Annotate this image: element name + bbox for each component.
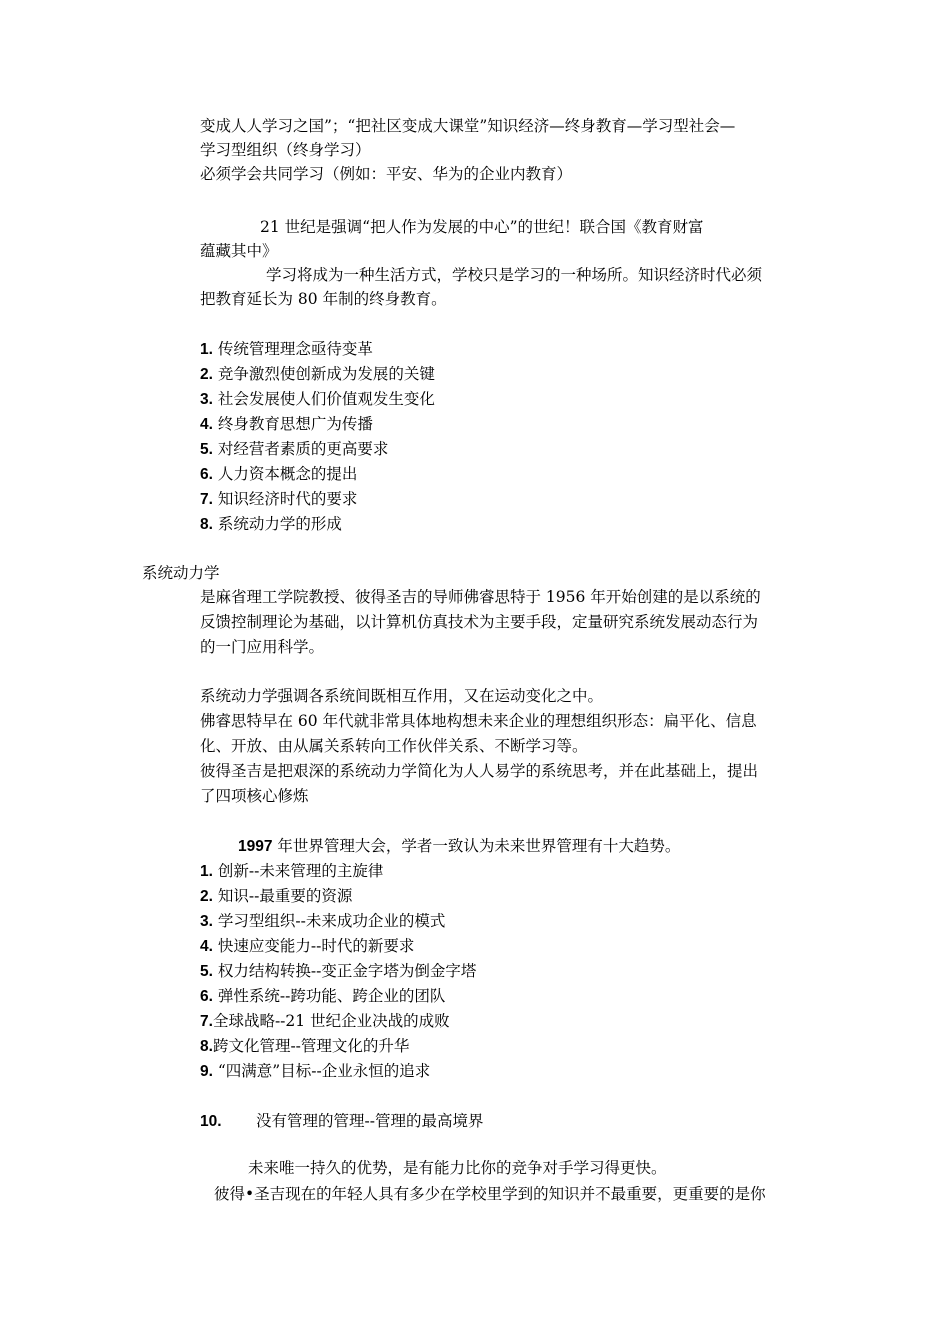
trend-item-4 (200, 935, 414, 958)
trend-item-3 (200, 910, 445, 933)
reason-item-5 (200, 438, 388, 461)
reason-item-4 (200, 413, 373, 436)
trend-item-9 (200, 1060, 430, 1083)
closing-line-1: 未来唯一持久的优势，是有能力比你的竞争对手学习得更快。 (248, 1159, 667, 1177)
sd-p4-line-1: 彼得圣吉是把艰深的系统动力学简化为人人易学的系统思考，并在此基础上，提出 (200, 762, 759, 780)
reason-item-8 (200, 513, 342, 536)
trend-item-7 (200, 1010, 450, 1033)
century-line-3: 学习将成为一种生活方式，学校只是学习的一种场所。知识经济时代必须 (266, 266, 763, 284)
trend-number: 5. (200, 963, 213, 980)
reason-text: 竞争激烈使创新成为发展的关键 (217, 365, 435, 383)
reason-text: 人力资本概念的提出 (217, 465, 358, 483)
trends-intro-text: 年世界管理大会，学者一致认为未来世界管理有十大趋势。 (272, 837, 681, 855)
trend-text: 学习型组织--未来成功企业的模式 (217, 912, 446, 930)
trend-item-5 (200, 960, 476, 983)
trend-number: 7. (200, 1013, 213, 1030)
sd-p2: 系统动力学强调各系统间既相互作用，又在运动变化之中。 (200, 687, 604, 705)
century-line-1: 21 世纪是强调“把人作为发展的中心”的世纪！联合国《教育财富 (260, 218, 704, 236)
trend-number: 3. (200, 913, 213, 930)
trend-text: 快速应变能力--时代的新要求 (217, 937, 415, 955)
reason-item-2 (200, 363, 435, 386)
reason-item-1 (200, 338, 373, 361)
trend-text: 弹性系统--跨功能、跨企业的团队 (217, 987, 446, 1005)
sd-p4-line-2: 了四项核心修炼 (200, 787, 309, 805)
intro-line-2: 学习型组织（终身学习） (200, 141, 371, 159)
reason-text: 系统动力学的形成 (217, 515, 342, 533)
reason-number: 3. (200, 391, 213, 408)
sd-p1-line-2: 反馈控制理论为基础，以计算机仿真技术为主要手段，定量研究系统发展动态行为 (200, 613, 759, 631)
trend-number: 10. (200, 1113, 222, 1130)
sd-p3-line-2: 化、开放、由从属关系转向工作伙伴关系、不断学习等。 (200, 737, 588, 755)
century-line-4: 把教育延长为 80 年制的终身教育。 (200, 290, 447, 308)
trend-text: “四满意”目标--企业永恒的追求 (217, 1062, 431, 1080)
trend-item-6 (200, 985, 445, 1008)
sd-p3-line-1: 佛睿思特早在 60 年代就非常具体地构想未来企业的理想组织形态：扁平化、信息 (200, 712, 757, 730)
reason-text: 知识经济时代的要求 (217, 490, 358, 508)
reason-text: 对经营者素质的更高要求 (217, 440, 389, 458)
reason-item-6 (200, 463, 357, 486)
trend-number: 1. (200, 863, 213, 880)
reason-item-3 (200, 388, 435, 411)
trend-text: 创新--未来管理的主旋律 (217, 862, 384, 880)
trend-number: 2. (200, 888, 213, 905)
trend-number: 6. (200, 988, 213, 1005)
trend-number: 4. (200, 938, 213, 955)
trends-year: 1997 (238, 838, 273, 855)
reason-item-7 (200, 488, 357, 511)
trends-intro (238, 835, 680, 858)
trend-item-10 (200, 1110, 483, 1133)
reason-text: 社会发展使人们价值观发生变化 (217, 390, 435, 408)
system-dynamics-heading: 系统动力学 (142, 564, 220, 582)
trend-item-8 (200, 1035, 409, 1058)
trend-number: 9. (200, 1063, 213, 1080)
reason-text: 传统管理理念亟待变革 (217, 340, 373, 358)
reason-number: 5. (200, 441, 213, 458)
sd-p1-line-1: 是麻省理工学院教授、彼得圣吉的导师佛睿思特于 1956 年开始创建的是以系统的 (200, 588, 761, 606)
trend-item-2 (200, 885, 352, 908)
trend-text: 跨文化管理--管理文化的升华 (212, 1037, 410, 1055)
reason-number: 7. (200, 491, 213, 508)
intro-line-3: 必须学会共同学习（例如：平安、华为的企业内教育） (200, 165, 573, 183)
sd-p1-line-3: 的一门应用科学。 (200, 638, 325, 656)
trend-text: 知识--最重要的资源 (217, 887, 353, 905)
reason-number: 4. (200, 416, 213, 433)
reason-text: 终身教育思想广为传播 (217, 415, 373, 433)
trend-text: 没有管理的管理--管理的最高境界 (256, 1112, 484, 1130)
trend-number: 8. (200, 1038, 213, 1055)
reason-number: 6. (200, 466, 213, 483)
reason-number: 1. (200, 341, 213, 358)
trend-item-1 (200, 860, 383, 883)
closing-line-2: 彼得•圣吉现在的年轻人具有多少在学校里学到的知识并不最重要，更重要的是你 (214, 1185, 766, 1203)
intro-line-1: 变成人人学习之国”；“把社区变成大课堂”知识经济—终身教育—学习型社会— (200, 117, 736, 135)
trend-text: 权力结构转换--变正金字塔为倒金字塔 (217, 962, 477, 980)
century-line-2: 蕴藏其中》 (200, 242, 278, 260)
trend-text: 全球战略--21 世纪企业决战的成败 (212, 1012, 450, 1030)
reason-number: 8. (200, 516, 213, 533)
reason-number: 2. (200, 366, 213, 383)
